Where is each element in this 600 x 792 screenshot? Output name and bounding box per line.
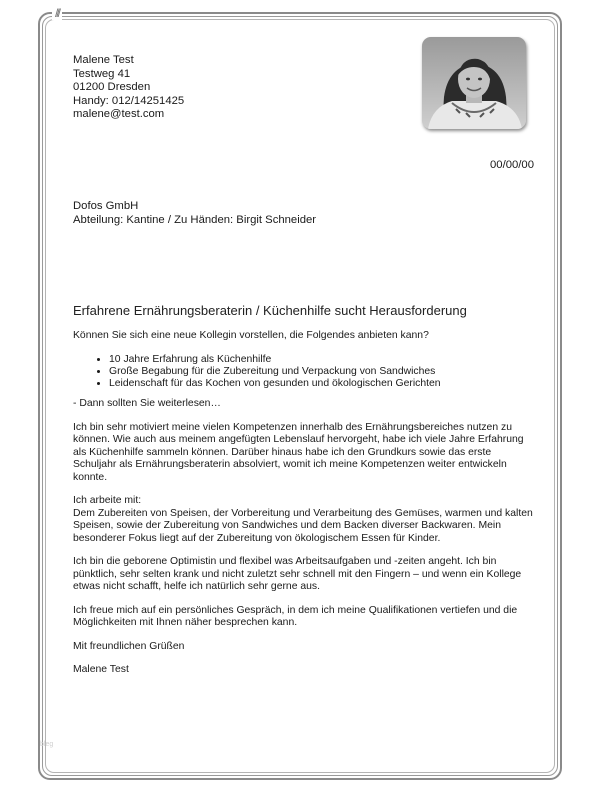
qualification-list: [73, 354, 535, 391]
list-item: • 10 Jahre Erfahrung als Küchenhilfe: [109, 354, 535, 366]
list-item: • Große Begabung für die Zubereitung und Verpackung von Sandwiches: [109, 366, 535, 378]
applicant-portrait-image: [422, 37, 526, 129]
letter-teaser: - Dann sollten Sie weiterlesen…: [73, 398, 221, 410]
sender-address-block: [73, 54, 184, 122]
sender-street: Testweg 41: [73, 67, 131, 80]
work-description: Dem Zubereiten von Speisen, der Vorbereitung und Verarbeitung des Gemüses, warmen und kalten Speisen, sowie der Zubereitung von Sandwiches und dem Backen diverser Backwaren. Mein besonderer Fokus liegt auf der Zubereitung von ökologischem Essen für Kinder.: [73, 507, 533, 544]
letter-subject: Erfahrene Ernährungsberaterin / Küchenhilfe sucht Herausforderung: [73, 303, 467, 318]
letter-paragraph-interview: Ich freue mich auf ein persönliches Gespräch, in dem ich meine Qualifikationen vertiefen und die Möglichkeiten mit Ihnen näher besprechen kann.: [73, 604, 518, 629]
work-heading: Ich arbeite mit:: [73, 495, 142, 507]
border-decoration: ///: [52, 6, 62, 20]
letter-signature: Malene Test: [73, 664, 129, 676]
recipient-address-block: [73, 199, 316, 227]
applicant-photo: [422, 37, 526, 129]
letter-intro: Können Sie sich eine neue Kollegin vorstellen, die Folgendes anbieten kann?: [73, 330, 429, 341]
watermark: bleg: [40, 741, 54, 748]
letter-paragraph-experience: Ich bin sehr motiviert meine vielen Kompetenzen innerhalb des Ernährungsbereiches nutzen zu können. Wie auch aus meinem angefügten Lebenslauf hervorgeht, habe ich viele Jahre Erfahrung als Küchenhilfe sammeln können. Darüber hinaus habe ich den Grundkurs sowie das erste Schuljahr als Ernährungsberaterin absolviert, womit ich meine Kompetenzen weiter entwickeln konnte.: [73, 421, 524, 483]
sender-phone: Handy: 012/14251425: [73, 94, 185, 107]
recipient-company: Dofos GmbH: [73, 200, 139, 212]
letter-paragraph-personality: Ich bin die geborene Optimistin und flexibel was Arbeitsaufgaben und -zeiten angeht. Ich bin pünktlich, sehr selten krank und nicht zuletzt sehr schnell mit den Fingern – und wenn ein Kollege etwas nicht schafft, helfe ich natürlich sehr gerne aus.: [73, 556, 522, 593]
letter-body: [73, 303, 535, 688]
list-item: • Leidenschaft für das Kochen von gesunden und ökologischen Gerichten: [109, 378, 535, 390]
sender-email: malene@test.com: [73, 108, 165, 121]
letter-date: 00/00/00: [490, 159, 534, 171]
recipient-department: Abteilung: Kantine / Zu Händen: Birgit Schneider: [73, 214, 317, 227]
sender-name: Malene Test: [73, 54, 134, 66]
letter-closing: Mit freundlichen Grüßen: [73, 640, 185, 652]
sender-city: 01200 Dresden: [73, 81, 151, 94]
letter-paragraph-work: [73, 495, 535, 545]
